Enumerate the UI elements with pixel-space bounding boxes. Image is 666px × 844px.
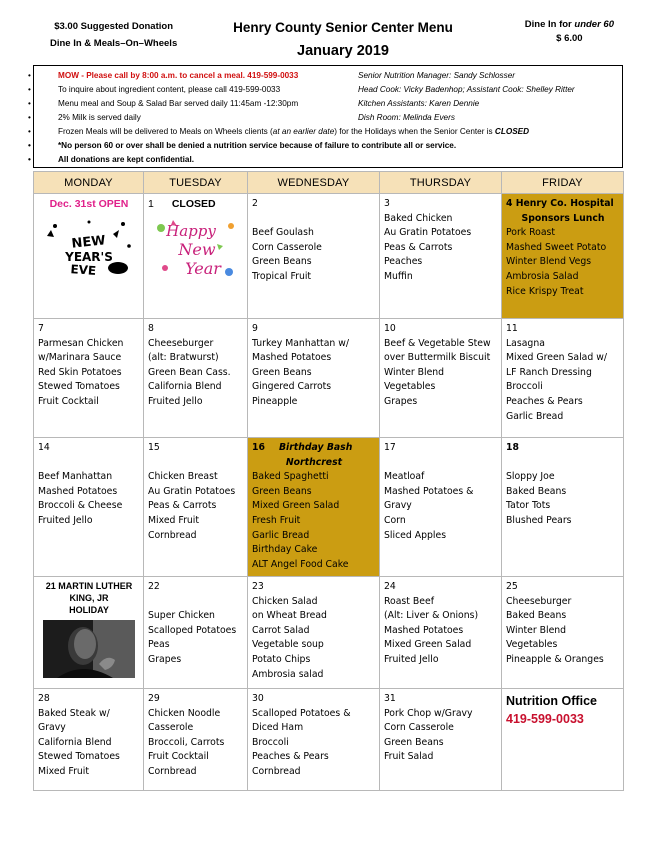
note-7: • All donations are kept confidential. — [28, 155, 195, 164]
clipart-text-happy: Happy — [166, 221, 216, 240]
notes-box — [28, 65, 623, 168]
day-header-monday: MONDAY — [34, 172, 144, 194]
menu-item: Pork Chop w/Gravy — [384, 707, 473, 719]
menu-item: Diced Ham — [252, 722, 304, 734]
menu-item: Sloppy Joe — [506, 471, 555, 483]
note-2: • To inquire about ingredient content, please call 419-599-0033 — [28, 85, 281, 94]
svg-text:EVE: EVE — [69, 261, 97, 278]
day-cell-21 — [34, 577, 144, 689]
dine-in-text: Dine In & Meals–On–Wheels — [50, 38, 178, 49]
menu-item: Beef & Vegetable Stew — [384, 337, 491, 349]
menu-item: Broccoli — [506, 381, 543, 393]
day-cell-31 — [380, 689, 502, 791]
day-number: 7 — [38, 323, 44, 334]
day-header-friday: FRIDAY — [502, 172, 624, 194]
day-cell-11 — [502, 319, 624, 438]
day-number: 17 — [384, 442, 396, 453]
menu-item: Green Beans — [252, 256, 312, 268]
day-number: 28 — [38, 693, 50, 704]
menu-item: Stewed Tomatoes — [38, 751, 120, 763]
nutrition-office-title: Nutrition Office — [506, 694, 597, 708]
day-cell-9 — [248, 319, 380, 438]
menu-item: Green Beans — [252, 366, 312, 378]
menu-item: Peaches & Pears — [506, 395, 583, 407]
week-row-5 — [34, 689, 624, 791]
day-cell-22 — [144, 577, 248, 689]
menu-item: Vegetables — [384, 381, 436, 393]
day-cell-7 — [34, 319, 144, 438]
closed-label: CLOSED — [171, 198, 216, 210]
page-title: Henry County Senior Center Menu — [233, 20, 453, 35]
day-cell-25 — [502, 577, 624, 689]
menu-item: Lasagna — [506, 337, 545, 349]
menu-item: Mixed Fruit — [148, 514, 200, 526]
menu-item: Carrot Salad — [252, 624, 310, 636]
menu-item: Tator Tots — [506, 500, 551, 512]
menu-item: Peas & Carrots — [148, 500, 217, 512]
menu-item: Green Beans — [384, 736, 444, 748]
day-number: 8 — [148, 323, 154, 334]
day-cell-10 — [380, 319, 502, 438]
day-cell-1 — [144, 194, 248, 319]
day-cell-28 — [34, 689, 144, 791]
menu-item: Grapes — [384, 395, 418, 407]
day-cell-dec31 — [34, 194, 144, 319]
day-cell-2 — [248, 194, 380, 319]
clipart-text-year: Year — [185, 258, 221, 278]
menu-item: Winter Blend — [384, 366, 445, 378]
day-cell-8 — [144, 319, 248, 438]
day-number: 25 — [506, 581, 518, 592]
week-row-3 — [34, 438, 624, 577]
menu-item: Scalloped Potatoes — [148, 624, 237, 636]
menu-item: Baked Steak w/ — [38, 707, 110, 719]
day-number: 22 — [148, 581, 160, 592]
special-event-title: Birthday Bash — [278, 442, 353, 453]
menu-item: Peaches & Pears — [252, 751, 329, 763]
note-4-right: Dish Room: Melinda Evers — [358, 113, 455, 122]
menu-item: Tropical Fruit — [252, 270, 312, 282]
menu-item: Mashed Potatoes — [252, 352, 332, 364]
menu-item: w/Marinara Sauce — [38, 352, 122, 364]
day-number: 31 — [384, 693, 396, 704]
day-number: 29 — [148, 693, 160, 704]
menu-item: Broccoli, Carrots — [148, 736, 225, 748]
day-number: 2 — [252, 198, 258, 209]
day-cell-3 — [380, 194, 502, 319]
day-number: 9 — [252, 323, 258, 334]
menu-item: Ambrosia Salad — [506, 270, 579, 282]
menu-item: LF Ranch Dressing — [506, 366, 592, 378]
menu-item: Gingered Carrots — [252, 381, 332, 393]
menu-item: Fruited Jello — [148, 395, 203, 407]
day-cell-4 — [502, 194, 624, 319]
header-title-block — [218, 18, 468, 62]
menu-item: California Blend — [148, 381, 222, 393]
day-number: 18 — [506, 442, 519, 453]
menu-item: Grapes — [148, 653, 182, 665]
menu-item: Peas & Carrots — [384, 241, 453, 253]
menu-item: Cornbread — [148, 529, 197, 541]
menu-item: Chicken Noodle — [148, 707, 221, 719]
menu-item: Cheeseburger — [506, 595, 572, 607]
menu-item: Garlic Bread — [252, 529, 310, 541]
menu-item: Stewed Tomatoes — [38, 381, 120, 393]
menu-item: Scalloped Potatoes & — [252, 707, 351, 719]
menu-item: Broccoli & Cheese — [38, 500, 123, 512]
svg-text:NEW: NEW — [70, 232, 107, 252]
nutrition-office-cell — [502, 689, 624, 791]
menu-item: Mashed Potatoes — [384, 624, 464, 636]
menu-item: Fruited Jello — [384, 653, 439, 665]
menu-item: Baked Chicken — [384, 212, 453, 224]
menu-item: Chicken Breast — [148, 471, 218, 483]
mlk-portrait-photo — [43, 620, 135, 678]
dec31-open-label: Dec. 31st OPEN — [49, 198, 129, 210]
menu-item: Muffin — [384, 270, 413, 282]
special-event-subtitle: Sponsors Lunch — [521, 212, 605, 224]
nutrition-office-phone: 419-599-0033 — [506, 712, 584, 726]
svg-text:YEAR'S: YEAR'S — [65, 249, 113, 264]
day-number: 15 — [148, 442, 160, 453]
menu-item: Vegetable soup — [252, 639, 324, 651]
menu-item: (Alt: Liver & Onions) — [384, 610, 479, 622]
menu-item: Potato Chips — [252, 653, 311, 665]
menu-item: over Buttermilk Biscuit — [384, 352, 491, 364]
menu-item: Winter Blend — [506, 624, 567, 636]
menu-item: Roast Beef — [384, 595, 434, 607]
menu-item: Corn Casserole — [252, 241, 322, 253]
menu-item: Casserole — [148, 722, 194, 734]
menu-item: Cornbread — [252, 765, 301, 777]
menu-item: Gravy — [38, 722, 66, 734]
special-event-title: 4 Henry Co. Hospital — [506, 198, 614, 209]
note-6: • *No person 60 or over shall be denied a nutrition service because of failure to contribute all or service. — [28, 141, 457, 150]
note-5: • Frozen Meals will be delivered to Meals on Wheels clients (at an earlier date) for the Holidays when the Senior Center is CLOSED — [28, 127, 530, 136]
menu-item: Peaches — [384, 256, 423, 268]
week-row-4 — [34, 577, 624, 689]
menu-item: Beef Manhattan — [38, 471, 113, 483]
menu-item: Vegetables — [506, 639, 558, 651]
menu-item: Corn Casserole — [384, 722, 454, 734]
header-left — [50, 18, 177, 52]
day-number: 14 — [38, 442, 50, 453]
day-number: 10 — [384, 323, 396, 334]
menu-item: Peas — [148, 639, 170, 651]
holiday-label: 21 MARTIN LUTHER KING, JR HOLIDAY — [45, 581, 133, 615]
menu-item: Fruit Cocktail — [38, 395, 99, 407]
menu-item: Cheeseburger — [148, 337, 214, 349]
note-3-right: Kitchen Assistants: Karen Dennie — [358, 99, 480, 108]
header-right — [525, 18, 614, 46]
day-number: 1 — [148, 198, 154, 210]
menu-item: Pork Roast — [506, 227, 556, 239]
menu-item: Mixed Green Salad — [384, 639, 472, 651]
menu-item: Au Gratin Potatoes — [148, 485, 236, 497]
menu-item: Baked Beans — [506, 485, 567, 497]
clipart-text-new: New — [178, 239, 216, 259]
menu-item: (alt: Bratwurst) — [148, 352, 219, 364]
day-cell-29 — [144, 689, 248, 791]
donation-text: $3.00 Suggested Donation — [54, 21, 173, 32]
menu-item: Blushed Pears — [506, 514, 572, 526]
day-header-wednesday: WEDNESDAY — [248, 172, 380, 194]
menu-item: Green Beans — [252, 485, 312, 497]
day-header-row — [34, 172, 624, 194]
menu-item: Super Chicken — [148, 610, 215, 622]
day-number: 16 — [252, 442, 265, 453]
week-row-2 — [34, 319, 624, 438]
menu-item: Chicken Salad — [252, 595, 318, 607]
menu-item: Fruit Salad — [384, 751, 434, 763]
under60-label: Dine In for — [524, 19, 575, 30]
menu-item: Gravy — [384, 500, 412, 512]
menu-item: Mixed Fruit — [38, 765, 90, 777]
note-1-right: Senior Nutrition Manager: Sandy Schlosser — [358, 71, 516, 80]
day-number: 11 — [506, 323, 518, 334]
menu-item: Pineapple — [252, 395, 298, 407]
menu-item: Cornbread — [148, 765, 197, 777]
menu-calendar — [33, 171, 624, 791]
menu-item: Green Bean Cass. — [148, 366, 231, 378]
menu-item: Turkey Manhattan w/ — [252, 337, 349, 349]
day-number: 23 — [252, 581, 264, 592]
under60-emph: under 60 — [574, 19, 614, 30]
menu-item: Corn — [384, 514, 406, 526]
note-4: • 2% Milk is served daily — [28, 113, 141, 122]
under60-price: $ 6.00 — [556, 33, 583, 44]
month-title: January 2019 — [297, 43, 389, 59]
menu-item: Garlic Bread — [506, 410, 564, 422]
day-cell-18 — [502, 438, 624, 577]
day-cell-17 — [380, 438, 502, 577]
menu-item: Fruited Jello — [38, 514, 93, 526]
menu-item: Ambrosia salad — [252, 668, 324, 680]
menu-item: Mixed Green Salad — [252, 500, 340, 512]
day-number: 3 — [384, 198, 390, 209]
day-cell-15 — [144, 438, 248, 577]
menu-item: ALT Angel Food Cake — [252, 558, 349, 570]
note-3: • Menu meal and Soup & Salad Bar served daily 11:45am -12:30pm — [28, 99, 299, 108]
menu-item: Pineapple & Oranges — [506, 653, 604, 665]
menu-item: Fresh Fruit — [252, 514, 301, 526]
happy-new-year-clipart — [153, 216, 239, 282]
menu-item: Broccoli — [252, 736, 289, 748]
menu-item: Mashed Potatoes & — [384, 485, 474, 497]
note-2-right: Head Cook: Vicky Badenhop; Assistant Cook: Shelley Ritter — [358, 85, 575, 94]
menu-item: on Wheat Bread — [252, 610, 327, 622]
week-row-1 — [34, 194, 624, 319]
menu-item: Red Skin Potatoes — [38, 366, 122, 378]
menu-item: Beef Goulash — [252, 227, 314, 239]
day-cell-16 — [248, 438, 380, 577]
day-cell-30 — [248, 689, 380, 791]
special-event-subtitle: Northcrest — [285, 456, 343, 468]
menu-item: Mashed Sweet Potato — [506, 241, 607, 253]
day-cell-14 — [34, 438, 144, 577]
day-cell-24 — [380, 577, 502, 689]
new-years-eve-clipart — [43, 216, 135, 278]
menu-item: Fruit Cocktail — [148, 751, 209, 763]
menu-item: Baked Spaghetti — [252, 471, 329, 483]
day-cell-23 — [248, 577, 380, 689]
day-header-tuesday: TUESDAY — [144, 172, 248, 194]
day-number: 24 — [384, 581, 396, 592]
day-number: 30 — [252, 693, 264, 704]
menu-item: Birthday Cake — [252, 544, 318, 556]
menu-item: Winter Blend Vegs — [506, 256, 592, 268]
day-header-thursday: THURSDAY — [380, 172, 502, 194]
menu-item: Mashed Potatoes — [38, 485, 118, 497]
menu-item: Parmesan Chicken — [38, 337, 124, 349]
menu-item: Rice Krispy Treat — [506, 285, 584, 297]
menu-item: Sliced Apples — [384, 529, 447, 541]
menu-item: Meatloaf — [384, 471, 425, 483]
menu-item: Au Gratin Potatoes — [384, 227, 472, 239]
menu-item: California Blend — [38, 736, 112, 748]
menu-item: Baked Beans — [506, 610, 567, 622]
note-1: • MOW - Please call by 8:00 a.m. to cancel a meal. 419-599-0033 — [28, 71, 299, 80]
menu-item: Mixed Green Salad w/ — [506, 352, 607, 364]
